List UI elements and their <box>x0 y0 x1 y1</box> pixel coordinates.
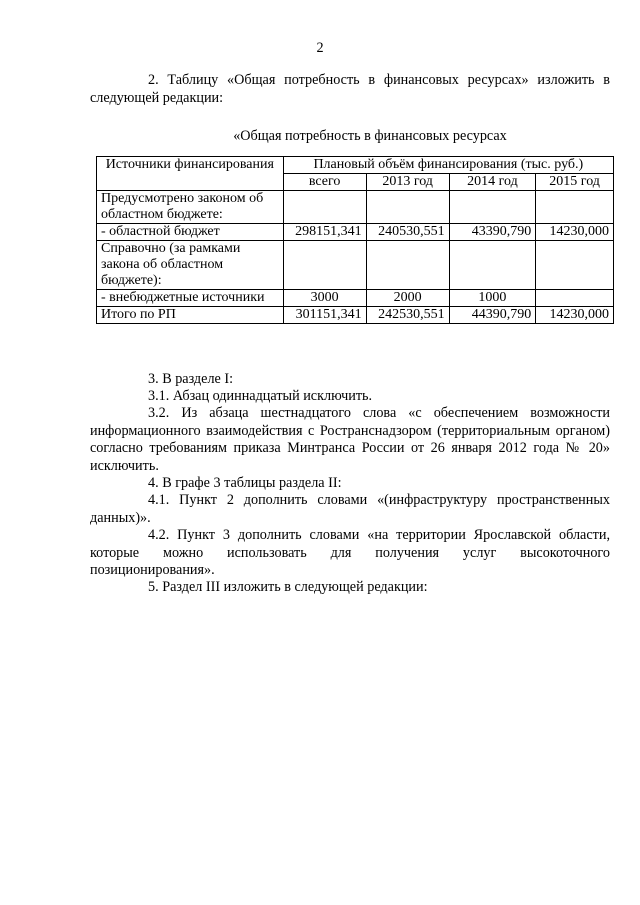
financing-table <box>96 156 614 324</box>
table-row <box>97 191 614 224</box>
table-title: «Общая потребность в финансовых ресурсах <box>233 128 507 144</box>
table-cell <box>283 241 366 290</box>
row-label: Предусмотрено законом об областном бюджете: <box>97 191 284 224</box>
table-cell <box>366 191 449 224</box>
row-label: Итого по РП <box>97 307 284 324</box>
table-cell <box>449 241 536 290</box>
row-label: - областной бюджет <box>97 224 284 241</box>
table-cell: 1000 <box>449 290 536 307</box>
table-header-row <box>97 157 614 174</box>
row-label: Справочно (за рамками закона об областном бюджете): <box>97 241 284 290</box>
table-cell: 240530,551 <box>366 224 449 241</box>
header-sources: Источники финансирования <box>97 157 284 191</box>
table-cell <box>283 191 366 224</box>
table-row-total <box>97 307 614 324</box>
table-cell: 14230,000 <box>536 307 614 324</box>
table-cell <box>536 191 614 224</box>
paragraph-4-2: 4.2. Пункт 3 дополнить словами «на территории Ярославской области, которые можно использовать для получения услуг высокоточного позиционирования». <box>90 527 610 578</box>
paragraph-5: 5. Раздел III изложить в следующей редакции: <box>148 579 428 595</box>
table-cell <box>366 241 449 290</box>
table-cell: 301151,341 <box>283 307 366 324</box>
column-header: всего <box>283 174 366 191</box>
paragraph-4: 4. В графе 3 таблицы раздела II: <box>148 475 342 491</box>
table-cell <box>536 290 614 307</box>
column-header: 2014 год <box>449 174 536 191</box>
table-row <box>97 241 614 290</box>
table-cell: 43390,790 <box>449 224 536 241</box>
table-cell: 14230,000 <box>536 224 614 241</box>
row-label: - внебюджетные источники <box>97 290 284 307</box>
paragraph-3-1: 3.1. Абзац одиннадцатый исключить. <box>148 388 373 404</box>
table-row <box>97 290 614 307</box>
table-cell <box>536 241 614 290</box>
column-header: 2015 год <box>536 174 614 191</box>
table-cell: 44390,790 <box>449 307 536 324</box>
page-number: 2 <box>316 40 324 56</box>
table-cell: 3000 <box>283 290 366 307</box>
table-cell: 242530,551 <box>366 307 449 324</box>
paragraph-3-2: 3.2. Из абзаца шестнадцатого слова «с обеспечением возможности информационного взаимодействия с Ространснадзором (территориальным органом) согласно требованиям приказа Минтранса России от 26 января 2012 года № 20» исключить. <box>90 405 610 474</box>
paragraph-2: 2. Таблицу «Общая потребность в финансовых ресурсах» изложить в следующей редакции: <box>90 72 610 106</box>
table-cell <box>449 191 536 224</box>
column-header: 2013 год <box>366 174 449 191</box>
header-planned: Плановый объём финансирования (тыс. руб.) <box>283 157 613 174</box>
table-row <box>97 224 614 241</box>
paragraph-3: 3. В разделе I: <box>148 371 234 387</box>
table-cell: 298151,341 <box>283 224 366 241</box>
paragraph-4-1: 4.1. Пункт 2 дополнить словами «(инфраструктуру пространственных данных)». <box>90 492 610 526</box>
table-cell: 2000 <box>366 290 449 307</box>
